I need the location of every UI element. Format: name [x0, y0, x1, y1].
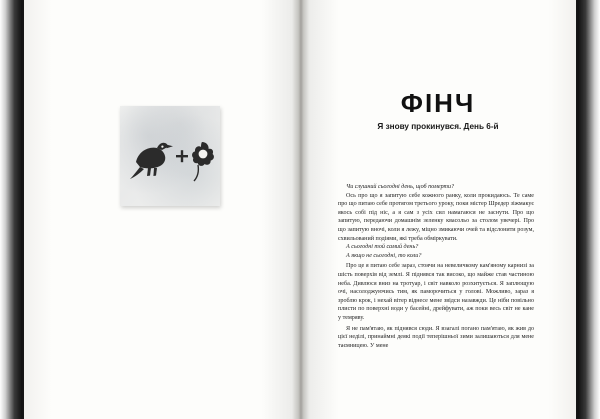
open-book-pages — [24, 0, 576, 419]
right-page — [300, 0, 576, 419]
body-text-column — [338, 183, 534, 350]
paragraph: Ось про що я запитую себе кожного ранку, коли прокидаюсь. Те саме про що питаю себе протягом третього уроку, поки містер Шредер зіжмакує якось собі під ніс, а я сам з усіх сил намагаюся не заснути. Про що запитую, передаючи домашнім зеленку квасольо за столом увечері. Про що запитую вночі, коли я лежу, міцно змикаючи очей та відслонити розум, схвильований подіями, які треба обміркувати. — [338, 192, 534, 242]
chapter-subtitle: Я знову прокинувся. День 6-й — [377, 122, 499, 131]
chapter-title: ФІНЧ — [400, 88, 476, 118]
paragraph: А якщо не сьогодні, то коли? — [346, 252, 422, 259]
paragraph: Чи слушний сьогодні день, щоб померти? — [346, 184, 455, 190]
paragraph: А сьогодні той самий день? — [346, 244, 419, 251]
left-page — [24, 0, 300, 419]
paragraph: Я не пам'ятаю, як піднявся сюди. Я взагалі погано пам'ятаю, як жив до цієї неділі, принаймні деякі події теперішньої зими залишаються для мене таємницею. У мене — [338, 325, 534, 349]
bird-plus-flower-icon — [126, 128, 214, 184]
paragraph: Про це я питаю себе зараз, стоячи на невеличкому кам'яному карнизі за шість поверхів від землі. Я піднявся так високо, що майже став частиною неба. Дивлюся вниз на тротуар, і світ навколо розхитується. Я заплющую очі, насолоджуючись тим, як паморочиться у голові. Можливо, зараз я зроблю крок, і нехай вітер віднесе мене звідси назавжди. Це ніби повільно плисти по поверхні води у басейні, дрейфувати, аж поки весь світ не кане у темряву. — [338, 263, 534, 321]
illustration-card — [120, 106, 220, 206]
